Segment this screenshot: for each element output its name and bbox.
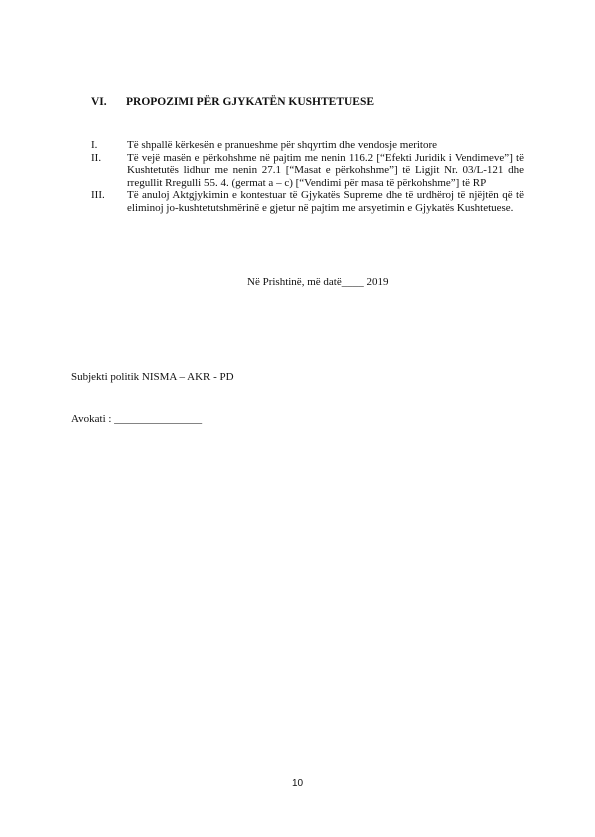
list-item [91,189,524,214]
section-title: PROPOZIMI PËR GJYKATËN KUSHTETUESE [126,96,375,108]
item-numeral: I. [91,139,98,151]
list-item [91,152,524,190]
subject-line: Subjekti politik NISMA – AKR - PD [71,371,234,383]
item-text: Të vejë masën e përkohshme në pajtim me nenin 116.2 [“Efekti Juridik i Vendimeve”] të Kushtetutës lidhur me nenin 27.1 [“Masat e përkohshme”] të Ligjit Nr. 03/L-121 dhe rregullit Rregulli 55. 4. (germat a – c) [“Vendimi për masa të përkohshme”] të RP [127,151,524,189]
section-number: VI. [91,96,107,108]
item-text: Të anuloj Aktgjykimin e kontestuar të Gjykatës Supreme dhe të urdhëroj të njëjtën që të eliminoj jo-kushtetutshmërinë e gjetur në pajtim me arsyetimin e Gjykatës Kushtetuese. [127,189,524,214]
lawyer-signature-line: Avokati : ________________ [71,413,203,425]
item-text: Të shpallë kërkesën e pranueshme për shqyrtim dhe vendosje meritore [127,139,438,151]
proposal-list [91,139,524,215]
list-item [91,139,524,152]
page-number: 10 [291,778,304,789]
place-date: Në Prishtinë, më datë____ 2019 [247,276,389,288]
section-heading [91,96,374,108]
item-numeral: III. [91,189,105,202]
item-numeral: II. [91,151,102,164]
